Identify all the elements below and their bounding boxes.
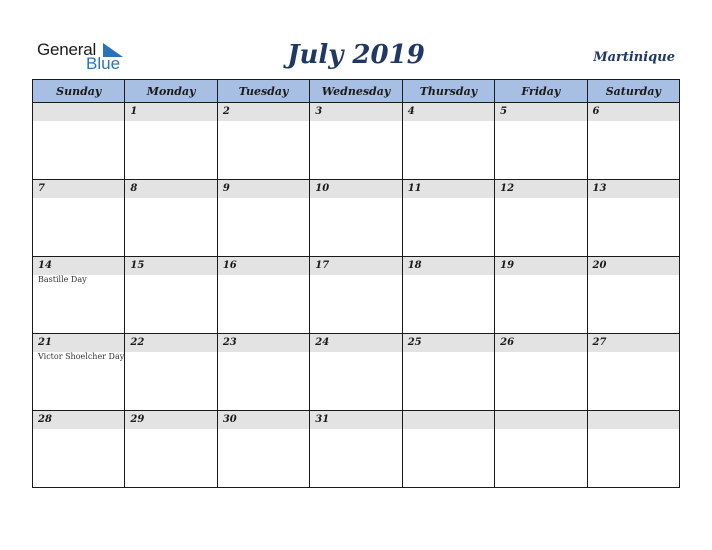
day-number: 26 (495, 334, 586, 352)
day-number: 24 (310, 334, 401, 352)
day-cell (33, 180, 125, 257)
day-number: 1 (125, 103, 216, 121)
day-number: 28 (33, 411, 124, 429)
day-number (403, 411, 494, 429)
day-cell (33, 411, 125, 488)
day-cell (125, 180, 217, 257)
holiday-label: Victor Shoelcher Day (38, 352, 125, 361)
day-cell (495, 257, 587, 334)
day-cell (495, 411, 587, 488)
weekday-header: Sunday (33, 80, 125, 103)
calendar-title: July 2019 (287, 40, 425, 70)
day-number: 8 (125, 180, 216, 198)
day-number: 17 (310, 257, 401, 275)
weekday-header: Thursday (402, 80, 494, 103)
day-cell (402, 103, 494, 180)
day-cell (125, 411, 217, 488)
day-number (588, 411, 679, 429)
day-number: 11 (403, 180, 494, 198)
day-cell (310, 411, 402, 488)
brand-blue-text: Blue (86, 54, 121, 73)
day-number: 13 (588, 180, 679, 198)
day-number: 27 (588, 334, 679, 352)
week-row (33, 411, 680, 488)
brand-general-text: General (37, 40, 97, 59)
day-cell (402, 411, 494, 488)
week-row (33, 180, 680, 257)
day-cell (587, 411, 679, 488)
weekday-header: Wednesday (310, 80, 402, 103)
day-cell (33, 257, 125, 334)
holiday-label: Bastille Day (38, 275, 87, 284)
day-number: 7 (33, 180, 124, 198)
day-number: 9 (218, 180, 309, 198)
day-cell (310, 257, 402, 334)
day-number: 16 (218, 257, 309, 275)
day-cell (310, 103, 402, 180)
day-number: 25 (403, 334, 494, 352)
weekday-header-row (33, 80, 680, 103)
day-number: 4 (403, 103, 494, 121)
day-cell (33, 103, 125, 180)
day-cell (33, 334, 125, 411)
day-number: 14 (33, 257, 124, 275)
day-number: 10 (310, 180, 401, 198)
day-number: 21 (33, 334, 124, 352)
day-number: 31 (310, 411, 401, 429)
day-cell (495, 180, 587, 257)
day-number: 29 (125, 411, 216, 429)
day-number: 20 (588, 257, 679, 275)
day-number: 19 (495, 257, 586, 275)
day-cell (125, 257, 217, 334)
day-number: 2 (218, 103, 309, 121)
day-number: 23 (218, 334, 309, 352)
day-number: 22 (125, 334, 216, 352)
day-cell (587, 103, 679, 180)
day-number (495, 411, 586, 429)
day-number: 15 (125, 257, 216, 275)
calendar-body (33, 103, 680, 488)
week-row (33, 103, 680, 180)
day-cell (217, 103, 309, 180)
day-number (33, 103, 124, 121)
day-cell (217, 334, 309, 411)
day-cell (402, 257, 494, 334)
day-number: 3 (310, 103, 401, 121)
day-cell (495, 334, 587, 411)
day-cell (402, 334, 494, 411)
day-number: 5 (495, 103, 586, 121)
week-row (33, 257, 680, 334)
day-number: 6 (588, 103, 679, 121)
day-cell (125, 334, 217, 411)
day-cell (587, 180, 679, 257)
day-cell (310, 180, 402, 257)
week-row (33, 334, 680, 411)
weekday-header: Friday (495, 80, 587, 103)
day-cell (125, 103, 217, 180)
day-cell (587, 257, 679, 334)
day-cell (587, 334, 679, 411)
region-name: Martinique (593, 50, 675, 65)
day-cell (217, 180, 309, 257)
day-number: 18 (403, 257, 494, 275)
day-cell (217, 257, 309, 334)
weekday-header: Tuesday (217, 80, 309, 103)
weekday-header: Monday (125, 80, 217, 103)
day-cell (310, 334, 402, 411)
day-number: 12 (495, 180, 586, 198)
day-cell (402, 180, 494, 257)
calendar-grid (32, 79, 680, 488)
day-cell (495, 103, 587, 180)
day-number: 30 (218, 411, 309, 429)
weekday-header: Saturday (587, 80, 679, 103)
day-cell (217, 411, 309, 488)
